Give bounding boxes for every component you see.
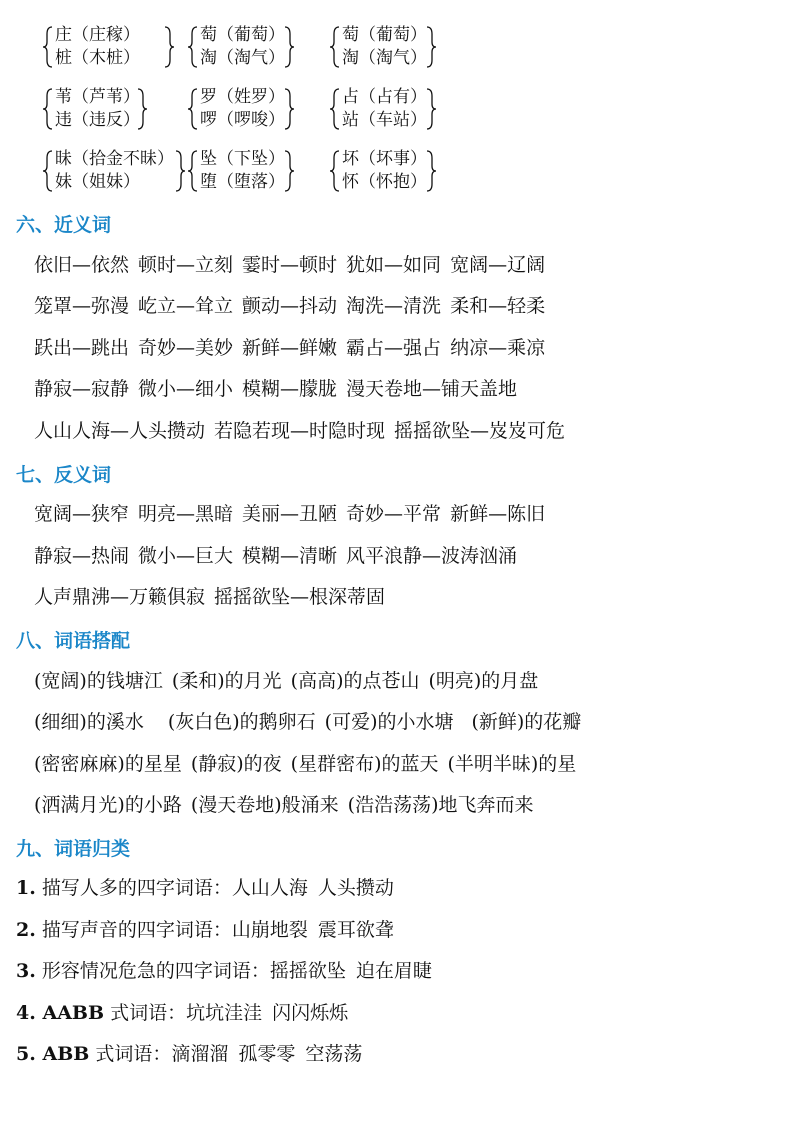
right-brace-icon <box>425 150 437 192</box>
left-brace-icon <box>42 26 54 68</box>
right-brace-icon <box>425 26 437 68</box>
synonym-row <box>34 376 526 402</box>
char-group-line-a: 苇（芦苇） <box>55 87 140 107</box>
right-brace-icon <box>283 150 295 192</box>
item-term: 滴溜溜 <box>171 1043 229 1065</box>
right-brace-icon <box>425 88 437 130</box>
collocation-item: (星群密布)的蓝天 <box>290 753 439 775</box>
item-number: 2. <box>16 919 36 941</box>
classification-item <box>16 1041 372 1067</box>
char-group <box>329 86 471 132</box>
item-number: 3. <box>16 960 36 982</box>
synonym-pair: 模糊—朦胧 <box>242 378 338 400</box>
synonym-pair: 淘洗—清洗 <box>346 295 442 317</box>
collocation-item: (高高)的点苍山 <box>290 670 420 692</box>
char-group-line-b: 桩（木桩） <box>55 48 140 68</box>
item-term: 人头攒动 <box>317 877 394 899</box>
char-group-line-b: 啰（啰唆） <box>200 110 285 130</box>
char-group-line-b: 淘（淘气） <box>200 48 285 68</box>
synonym-pair: 霎时—顿时 <box>242 254 338 276</box>
item-term: 迫在眉睫 <box>355 960 432 982</box>
antonym-row <box>34 501 554 527</box>
section-heading-antonyms: 七、反义词 <box>16 464 112 486</box>
item-label: 形容情况危急的四字词语： <box>41 960 270 982</box>
synonym-pair: 漫天卷地—铺天盖地 <box>346 378 518 400</box>
item-label: 描写人多的四字词语： <box>41 877 232 899</box>
section-heading-classification: 九、词语归类 <box>16 838 131 860</box>
synonym-pair: 纳凉—乘凉 <box>450 337 546 359</box>
char-group-line-a: 罗（姓罗） <box>200 87 285 107</box>
item-label: 描写声音的四字词语： <box>41 919 232 941</box>
antonym-pair: 风平浪静—波涛汹涌 <box>346 545 518 567</box>
right-brace-icon <box>283 88 295 130</box>
synonym-row <box>34 293 554 319</box>
collocation-row <box>34 792 542 818</box>
item-label: 式词语： <box>110 1002 187 1024</box>
antonym-pair: 微小—巨大 <box>138 545 234 567</box>
left-brace-icon <box>187 26 199 68</box>
collocation-item: (密密麻麻)的星星 <box>34 753 182 775</box>
antonym-pair: 宽阔—狭窄 <box>34 503 130 525</box>
item-term: 震耳欲聋 <box>317 919 394 941</box>
synonym-pair: 顿时—立刻 <box>138 254 234 276</box>
collocation-item: (可爱)的小水塘 <box>324 711 454 733</box>
char-group <box>42 148 184 194</box>
char-group-line-a: 萄（葡萄） <box>342 25 427 45</box>
synonym-row <box>34 418 574 444</box>
collocation-item: (漫天卷地)般涌来 <box>190 794 339 816</box>
synonym-pair: 若隐若现—时隐时现 <box>214 420 386 442</box>
synonym-pair: 依旧—依然 <box>34 254 130 276</box>
right-brace-icon <box>174 150 186 192</box>
left-brace-icon <box>329 88 341 130</box>
char-group-line-b: 站（车站） <box>342 110 427 130</box>
char-group-line-a: 昧（拾金不昧） <box>55 149 174 169</box>
antonym-pair: 奇妙—平常 <box>346 503 442 525</box>
classification-item <box>16 875 404 901</box>
char-group <box>329 24 471 70</box>
antonym-pair: 新鲜—陈旧 <box>450 503 546 525</box>
left-brace-icon <box>329 150 341 192</box>
synonym-pair: 微小—细小 <box>138 378 234 400</box>
item-term: 闪闪烁烁 <box>272 1002 349 1024</box>
item-term: 山崩地裂 <box>231 919 308 941</box>
item-term: 摇摇欲坠 <box>269 960 346 982</box>
synonym-pair: 奇妙—美妙 <box>138 337 234 359</box>
item-term: 坑坑洼洼 <box>186 1002 263 1024</box>
collocation-item: (新鲜)的花瓣 <box>471 711 582 733</box>
classification-item <box>16 958 442 984</box>
char-group <box>187 24 329 70</box>
synonym-pair: 静寂—寂静 <box>34 378 130 400</box>
synonym-pair: 摇摇欲坠—岌岌可危 <box>394 420 566 442</box>
antonym-row <box>34 543 526 569</box>
synonym-pair: 笼罩—弥漫 <box>34 295 130 317</box>
antonym-pair: 模糊—清晰 <box>242 545 338 567</box>
collocation-item: (宽阔)的钱塘江 <box>34 670 163 692</box>
section-heading-collocations: 八、词语搭配 <box>16 630 131 652</box>
char-group <box>187 148 329 194</box>
char-group-line-a: 坏（坏事） <box>342 149 427 169</box>
left-brace-icon <box>187 88 199 130</box>
synonym-pair: 霸占—强占 <box>346 337 442 359</box>
synonym-pair: 犹如—如同 <box>346 254 442 276</box>
char-group-line-a: 坠（下坠） <box>200 149 285 169</box>
synonym-pair: 颤动—抖动 <box>242 295 338 317</box>
synonym-pair: 柔和—轻柔 <box>450 295 546 317</box>
synonym-pair: 人山人海—人头攒动 <box>34 420 206 442</box>
synonym-row <box>34 335 554 361</box>
antonym-pair: 美丽—丑陋 <box>242 503 338 525</box>
synonym-pair: 屹立—耸立 <box>138 295 234 317</box>
item-number: 4. AABB <box>16 1002 105 1024</box>
right-brace-icon <box>136 88 148 130</box>
collocation-item: (柔和)的月光 <box>171 670 282 692</box>
item-term: 孤零零 <box>238 1043 296 1065</box>
item-number: 5. ABB <box>16 1043 90 1065</box>
char-group-line-b: 妹（姐妹） <box>55 172 140 192</box>
item-term: 人山人海 <box>231 877 308 899</box>
right-brace-icon <box>283 26 295 68</box>
antonym-pair: 摇摇欲坠—根深蒂固 <box>214 586 386 608</box>
collocation-item: (洒满月光)的小路 <box>34 794 182 816</box>
left-brace-icon <box>42 150 54 192</box>
left-brace-icon <box>329 26 341 68</box>
right-brace-icon <box>163 26 175 68</box>
classification-item <box>16 917 404 943</box>
char-group-line-b: 怀（怀抱） <box>342 172 427 192</box>
char-group-line-b: 堕（堕落） <box>200 172 285 192</box>
classification-item <box>16 1000 358 1026</box>
synonym-row <box>34 252 554 278</box>
collocation-item: (灰白色)的鹅卵石 <box>167 711 316 733</box>
char-group <box>42 86 184 132</box>
char-group-line-b: 淘（淘气） <box>342 48 427 68</box>
synonym-pair: 跃出—跳出 <box>34 337 130 359</box>
section-heading-synonyms: 六、近义词 <box>16 214 112 236</box>
left-brace-icon <box>187 150 199 192</box>
item-term: 空荡荡 <box>305 1043 363 1065</box>
char-group-line-a: 庄（庄稼） <box>55 25 140 45</box>
synonym-pair: 宽阔—辽阔 <box>450 254 546 276</box>
antonym-row <box>34 584 394 610</box>
antonym-pair: 静寂—热闹 <box>34 545 130 567</box>
antonym-pair: 人声鼎沸—万籁俱寂 <box>34 586 206 608</box>
item-number: 1. <box>16 877 36 899</box>
item-label: 式词语： <box>95 1043 172 1065</box>
char-group-line-b: 违（违反） <box>55 110 140 130</box>
char-group-line-a: 萄（葡萄） <box>200 25 285 45</box>
char-group <box>329 148 471 194</box>
collocation-row <box>34 709 590 735</box>
collocation-row <box>34 751 585 777</box>
collocation-item: (半明半昧)的星 <box>447 753 577 775</box>
collocation-item: (明亮)的月盘 <box>428 670 539 692</box>
char-group <box>42 24 184 70</box>
collocation-item: (静寂)的夜 <box>190 753 282 775</box>
char-group-line-a: 占（占有） <box>342 87 427 107</box>
antonym-pair: 明亮—黑暗 <box>138 503 234 525</box>
synonym-pair: 新鲜—鲜嫩 <box>242 337 338 359</box>
collocation-item: (浩浩荡荡)地飞奔而来 <box>347 794 534 816</box>
collocation-row <box>34 668 547 694</box>
left-brace-icon <box>42 88 54 130</box>
char-group <box>187 86 329 132</box>
collocation-item: (细细)的溪水 <box>34 711 144 733</box>
